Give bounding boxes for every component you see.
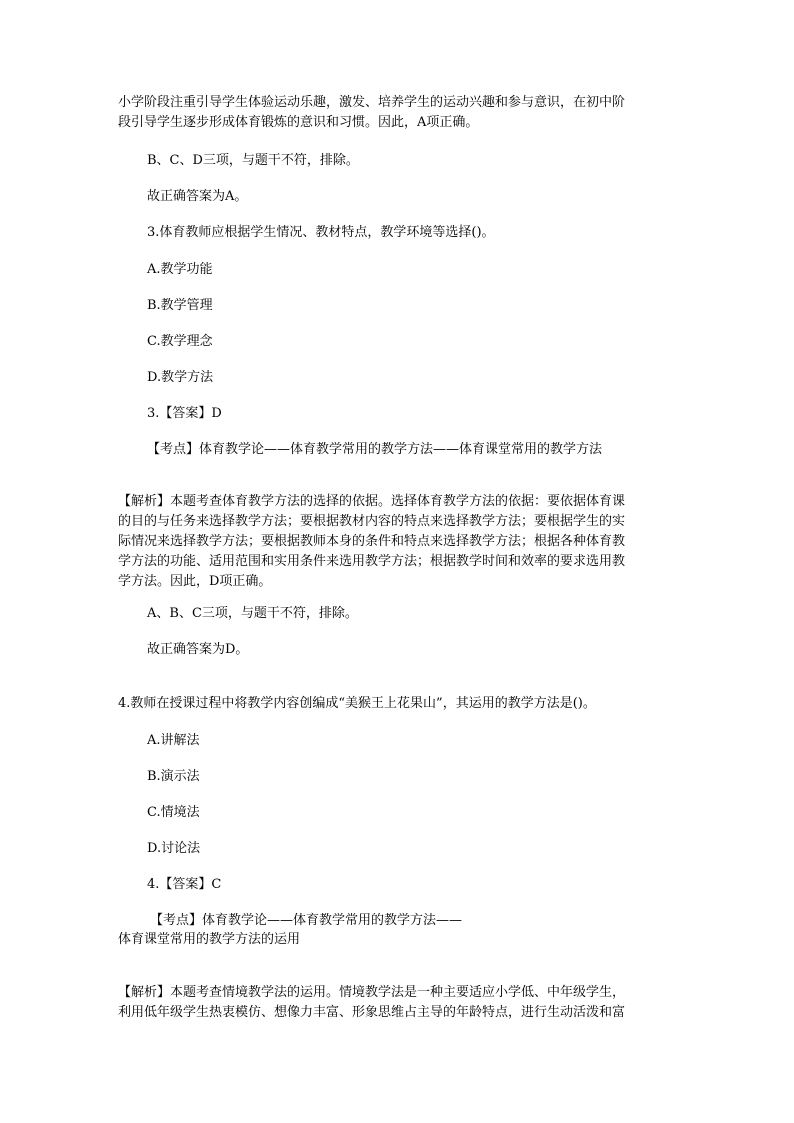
option-a: A.讲解法	[147, 733, 200, 748]
option-d: D.教学方法	[147, 370, 214, 385]
jiexi-3-line: 学方法。因此，D项正确。	[118, 574, 272, 589]
option-c: C.情境法	[147, 805, 200, 820]
paragraph: 故正确答案为A。	[147, 189, 248, 204]
option-d: D.讨论法	[147, 841, 201, 856]
question-3: 3.体育教师应根据学生情况、教材特点，教学环境等选择()。	[147, 225, 495, 240]
option-a: A.教学功能	[147, 262, 213, 277]
exclude-3: A、B、C三项，与题干不符，排除。	[147, 606, 358, 621]
answer-3: 3.【答案】D	[147, 406, 222, 421]
jiexi-3-line: 【解析】本题考查体育教学方法的选择的依据。选择体育教学方法的依据：要依据体育课	[118, 494, 626, 509]
jiexi-4-line: 利用低年级学生热衷模仿、想像力丰富、形象思维占主导的年龄特点，进行生动活泼和富	[118, 1005, 626, 1020]
kaodian-4-line: 体育课堂常用的教学方法的运用	[118, 932, 301, 947]
option-b: B.演示法	[147, 769, 200, 784]
kaodian-3: 【考点】体育教学论——体育教学常用的教学方法——体育课堂常用的教学方法	[147, 442, 603, 457]
jiexi-3-line: 学方法的功能、适用范围和实用条件来选用教学方法；根据教学时间和效率的要求选用教	[118, 554, 626, 569]
jiexi-4-line: 【解析】本题考查情境教学法的运用。情境教学法是一种主要适应小学低、中年级学生，	[118, 985, 626, 1000]
option-c: C.教学理念	[147, 334, 213, 349]
paragraph-line: 段引导学生逐步形成体育锻炼的意识和习惯。因此，A项正确。	[118, 115, 479, 130]
jiexi-3-line: 际情况来选择教学方法；要根据教师本身的条件和特点来选择教学方法；根据各种体育教	[118, 534, 626, 549]
kaodian-4-line: 【考点】体育教学论——体育教学常用的教学方法——	[150, 913, 463, 928]
jiexi-3-line: 的目的与任务来选择教学方法；要根据教材内容的特点来选择教学方法；要根据学生的实	[118, 514, 626, 529]
option-b: B.教学管理	[147, 298, 213, 313]
paragraph-line: 小学阶段注重引导学生体验运动乐趣，激发、培养学生的运动兴趣和参与意识，在初中阶	[118, 95, 626, 110]
answer-4: 4.【答案】C	[147, 877, 222, 892]
paragraph: B、C、D三项，与题干不符，排除。	[147, 153, 359, 168]
question-4: 4.教师在授课过程中将教学内容创编成“美猴王上花果山”，其运用的教学方法是()。	[118, 696, 596, 711]
final-3: 故正确答案为D。	[147, 642, 249, 657]
